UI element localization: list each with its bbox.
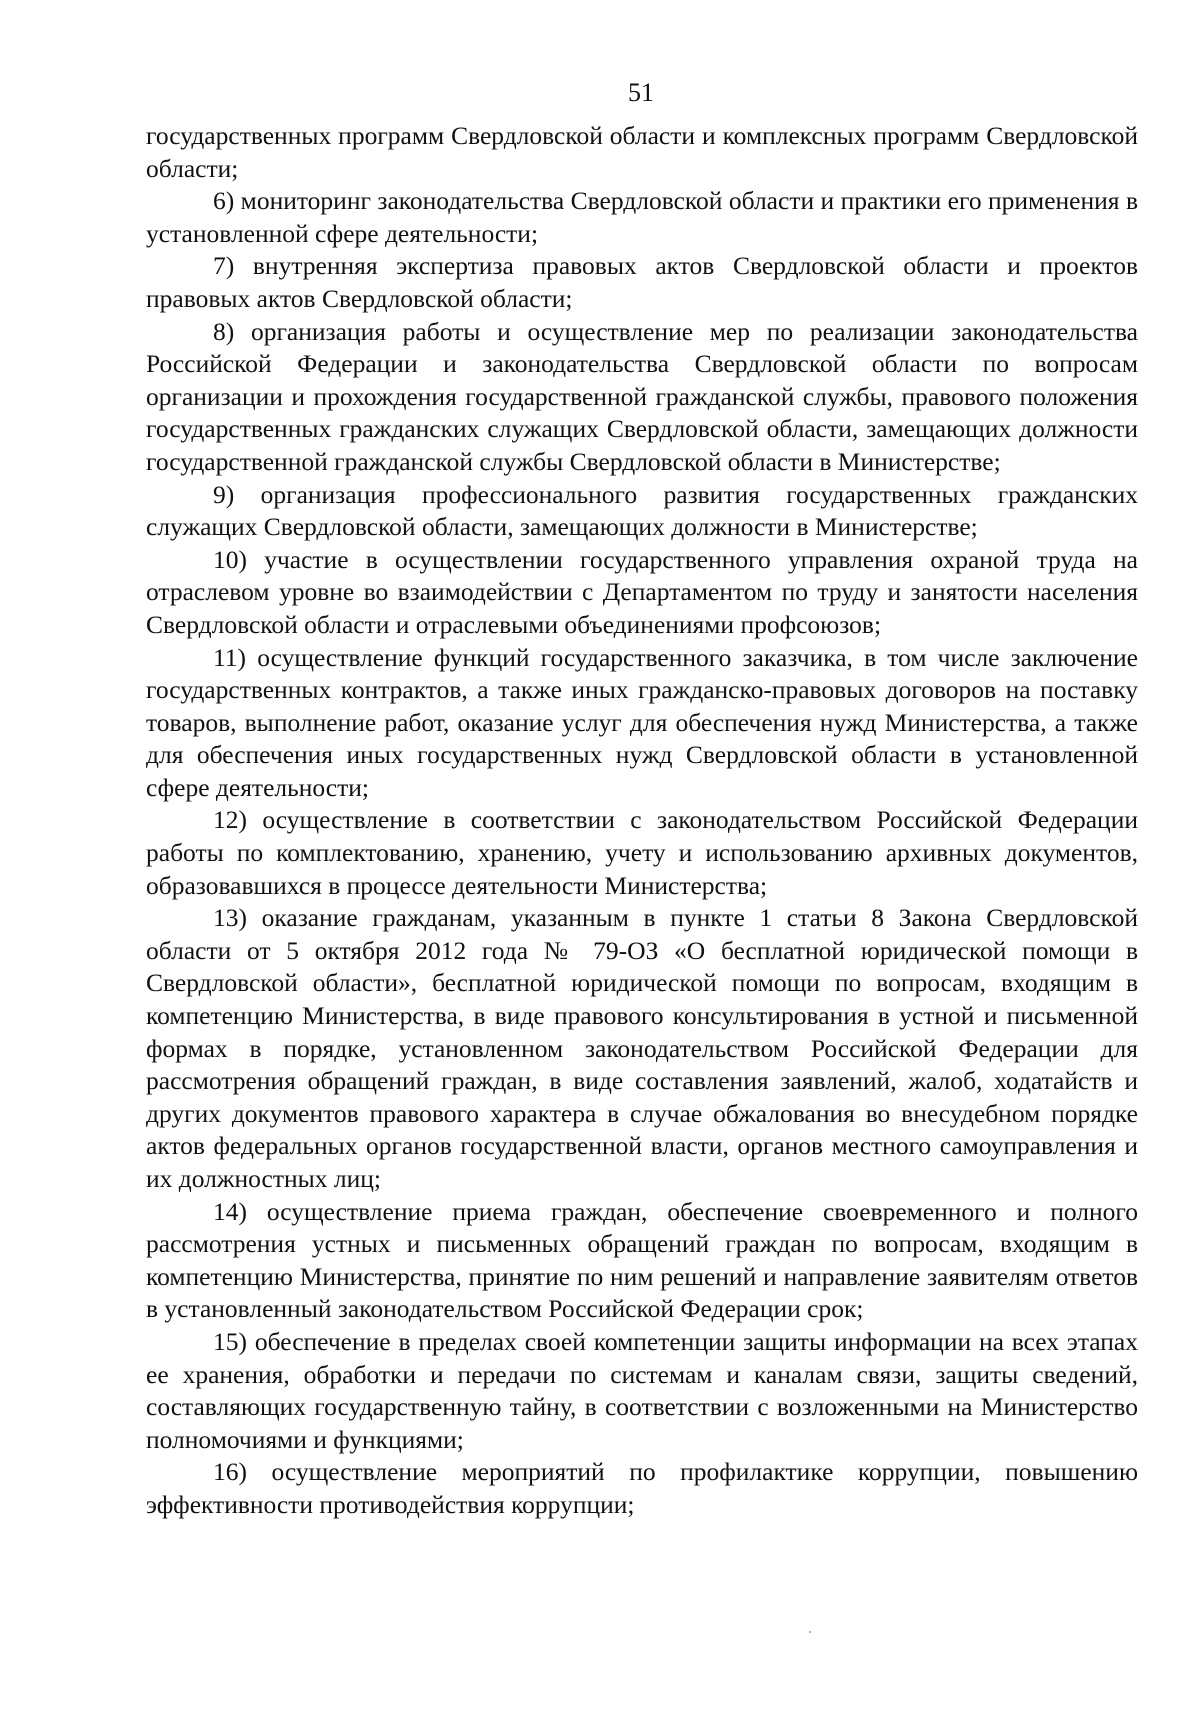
paragraph-item-11: 11) осуществление функций государственного заказчика, в том числе заключение государственных контрактов, а также иных гражданско-правовых договоров на поставку товаров, выполнение работ, оказание услуг для обеспечения нужд Министерства, а также для обеспечения иных государственных нужд Свердловской области в установленной сфере деятельности; [146,642,1138,802]
paragraph-item-9: 9) организация профессионального развития государственных гражданских служащих Свердловской области, замещающих должности в Министерстве; [146,479,1138,542]
page-number: 51 [628,78,654,107]
scan-speck [809,1631,811,1633]
paragraph-item-12: 12) осуществление в соответствии с законодательством Российской Федерации работы по комплектованию, хранению, учету и использованию архивных документов, образовавшихся в процессе деятельности Министерства; [146,805,1138,900]
document-body [146,120,1138,1522]
paragraph-item-13: 13) оказание гражданам, указанным в пункте 1 статьи 8 Закона Свердловской области от 5 октября 2012 года № 79-ОЗ «О бесплатной юридической помощи в Свердловской области», бесплатной юридической помощи по вопросам, входящим в компетенцию Министерства, в виде правового консультирования в устной и письменной формах в порядке, установленном законодательством Российской Федерации для рассмотрения обращений граждан, в виде составления заявлений, жалоб, ходатайств и других документов правового характера в случае обжалования во внесудебном порядке актов федеральных органов государственной власти, органов местного самоуправления и их должностных лиц; [146,903,1138,1193]
paragraph-item-7: 7) внутренняя экспертиза правовых актов Свердловской области и проектов правовых актов Свердловской области; [146,251,1138,313]
paragraph-continuation: государственных программ Свердловской области и комплексных программ Свердловской области; [146,121,1138,183]
paragraph-item-14: 14) осуществление приема граждан, обеспечение своевременного и полного рассмотрения устных и письменных обращений граждан по вопросам, входящим в компетенцию Министерства, принятие по ним решений и направление заявителям ответов в установленный законодательством Российской Федерации срок; [146,1196,1138,1324]
paragraph-item-8: 8) организация работы и осуществление мер по реализации законодательства Российской Федерации и законодательства Свердловской области по вопросам организации и прохождения государственной гражданской службы, правового положения государственных гражданских служащих Свердловской области, замещающих должности государственной гражданской службы Свердловской области в Министерстве; [146,316,1138,476]
paragraph-item-10: 10) участие в осуществлении государственного управления охраной труда на отраслевом уровне во взаимодействии с Департаментом по труду и занятости населения Свердловской области и отраслевыми объединениями профсоюзов; [146,544,1138,639]
paragraph-item-16: 16) осуществление мероприятий по профилактике коррупции, повышению эффективности противодействия коррупции; [146,1457,1138,1519]
paragraph-item-6: 6) мониторинг законодательства Свердловской области и практики его применения в установленной сфере деятельности; [146,186,1138,248]
paragraph-item-15: 15) обеспечение в пределах своей компетенции защиты информации на всех этапах ее хранения, обработки и передачи по системам и каналам связи, защиты сведений, составляющих государственную тайну, в соответствии с возложенными на Министерство полномочиями и функциями; [146,1326,1138,1454]
